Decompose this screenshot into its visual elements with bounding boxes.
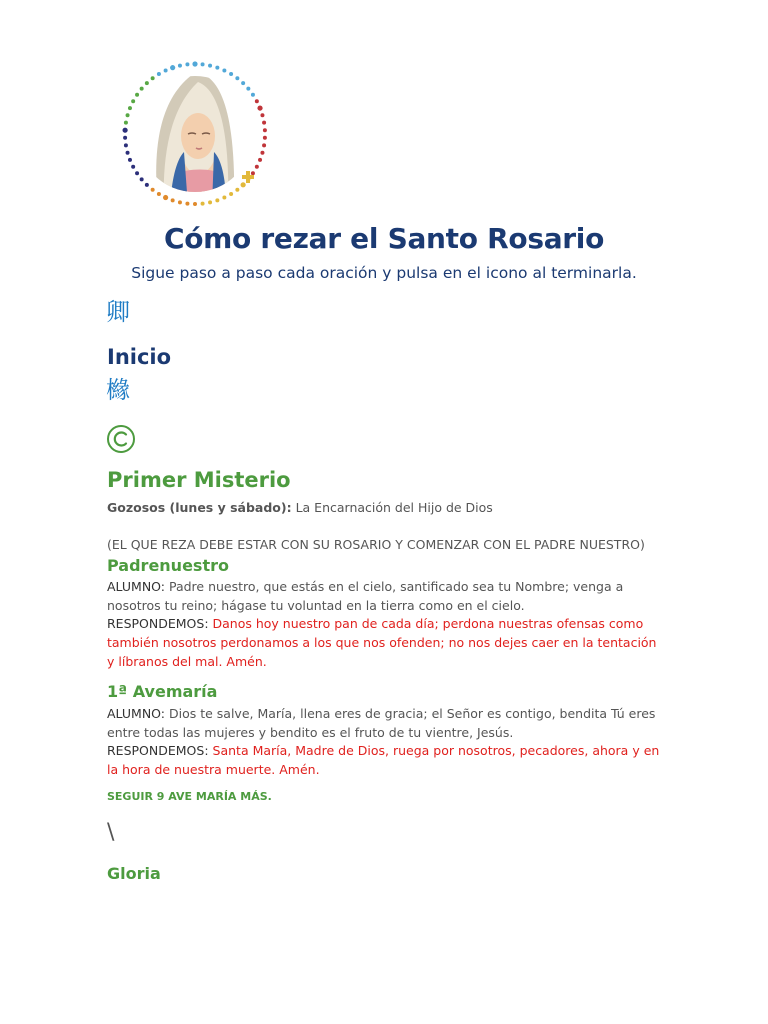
rosary-bead — [178, 64, 182, 68]
alumno-label: ALUMNO: — [107, 579, 166, 594]
respondemos-label: RESPONDEMOS: — [107, 743, 209, 758]
padrenuestro-alumno — [107, 577, 667, 615]
rosary-bead — [193, 202, 197, 206]
rosary-bead — [145, 183, 149, 187]
seguir-instruction: SEGUIR 9 AVE MARÍA MÁS. — [107, 790, 272, 803]
rosary-bead — [131, 99, 135, 103]
rosary-bead — [185, 62, 189, 66]
rosary-bead — [235, 188, 239, 192]
rosary-bead — [235, 76, 239, 80]
avemaria-alumno — [107, 704, 667, 742]
primer-misterio-heading: Primer Misterio — [107, 468, 291, 492]
rosary-bead — [135, 93, 139, 97]
rosary-bead — [126, 151, 130, 155]
rosary-bead — [246, 87, 250, 91]
rosary-bead — [260, 151, 264, 155]
rosary-bead — [208, 64, 212, 68]
rosary-bead — [262, 143, 266, 147]
rosary-bead — [131, 165, 135, 169]
section-inicio-heading: Inicio — [107, 345, 172, 369]
gloria-heading: Gloria — [107, 864, 161, 883]
rosary-bead — [157, 72, 161, 76]
avemaria-respondemos — [107, 741, 667, 779]
padrenuestro-heading: Padrenuestro — [107, 556, 229, 575]
rosary-bead — [201, 202, 205, 206]
rosary-bead — [124, 143, 128, 147]
padrenuestro-respondemos — [107, 614, 667, 671]
rosary-bead — [241, 81, 245, 85]
rosary-bead — [140, 177, 144, 181]
padrenuestro-resp-text: Danos hoy nuestro pan de cada día; perdona nuestras ofensas como también nosotros perdonamos a los que nos ofenden; no nos dejes caer en la tentación y líbranos del mal. Amén. — [107, 616, 657, 669]
rosary-bead — [157, 192, 161, 196]
virgin-mary-image — [133, 71, 257, 206]
rosary-bead — [140, 87, 144, 91]
rosary-bead — [263, 136, 267, 140]
page-title: Cómo rezar el Santo Rosario — [163, 222, 605, 255]
rosary-bead — [255, 165, 259, 169]
avemaria-resp-text: Santa María, Madre de Dios, ruega por nosotros, pecadores, ahora y en la hora de nuestra muerte. Amén. — [107, 743, 660, 777]
rosary-bead — [260, 113, 264, 117]
rosary-bead — [163, 195, 168, 200]
rosary-bead — [263, 128, 267, 132]
rosary-bead — [241, 182, 246, 187]
rosary-bead — [222, 68, 226, 72]
rosary-virgin-logo — [118, 56, 272, 212]
gozosos-label: Gozosos (lunes y sábado): — [107, 500, 292, 515]
page-subtitle: Sigue paso a paso cada oración y pulsa en el icono al terminarla. — [131, 264, 637, 282]
respondemos-label: RESPONDEMOS: — [107, 616, 209, 631]
rosary-bead — [229, 72, 233, 76]
rosary-bead — [185, 202, 189, 206]
rosary-bead — [164, 68, 168, 72]
step-icon-avemaria[interactable]: \ — [107, 820, 115, 845]
avemaria-alumno-text: Dios te salve, María, llena eres de gracia; el Señor es contigo, bendita Tú eres entre todas las mujeres y bendito es el fruto de tu vientre, Jesús. — [107, 706, 656, 740]
step-icon-start[interactable]: 卿 — [106, 298, 130, 326]
rosary-bead — [258, 158, 262, 162]
rosary-bead — [192, 61, 197, 66]
gozosos-text: La Encarnación del Hijo de Dios — [291, 500, 493, 515]
rosary-bead — [251, 93, 255, 97]
padrenuestro-alumno-text: Padre nuestro, que estás en el cielo, santificado sea tu Nombre; venga a nosotros tu reino; hágase tu voluntad en la tierra como en el cielo. — [107, 579, 624, 613]
instruction-text: (EL QUE REZA DEBE ESTAR CON SU ROSARIO Y COMENZAR CON EL PADRE NUESTRO) — [107, 537, 645, 552]
rosary-bead — [126, 113, 130, 117]
rosary-bead — [262, 121, 266, 125]
rosary-bead — [124, 121, 128, 125]
rosary-bead — [257, 105, 262, 110]
rosary-bead — [215, 66, 219, 70]
rosary-bead — [151, 188, 155, 192]
avemaria-heading: 1ª Avemaría — [107, 682, 218, 701]
rosary-bead — [135, 171, 139, 175]
rosary-bead — [128, 158, 132, 162]
rosary-bead — [145, 81, 149, 85]
rosary-bead — [170, 65, 175, 70]
rosary-bead — [222, 196, 226, 200]
alumno-label: ALUMNO: — [107, 706, 166, 721]
rosary-bead — [123, 128, 128, 133]
rosary-bead — [255, 99, 259, 103]
rosary-bead — [178, 200, 182, 204]
rosary-bead — [229, 192, 233, 196]
rosary-bead — [208, 200, 212, 204]
step-icon-inicio[interactable]: 櫞 — [106, 376, 130, 404]
rosary-bead — [251, 171, 255, 175]
rosary-bead — [123, 136, 127, 140]
rosary-bead — [215, 198, 219, 202]
copyright-icon[interactable] — [106, 424, 136, 454]
rosary-bead — [171, 198, 175, 202]
rosary-bead — [151, 76, 155, 80]
gozosos-line — [107, 498, 493, 517]
rosary-bead — [201, 62, 205, 66]
rosary-bead — [128, 106, 132, 110]
